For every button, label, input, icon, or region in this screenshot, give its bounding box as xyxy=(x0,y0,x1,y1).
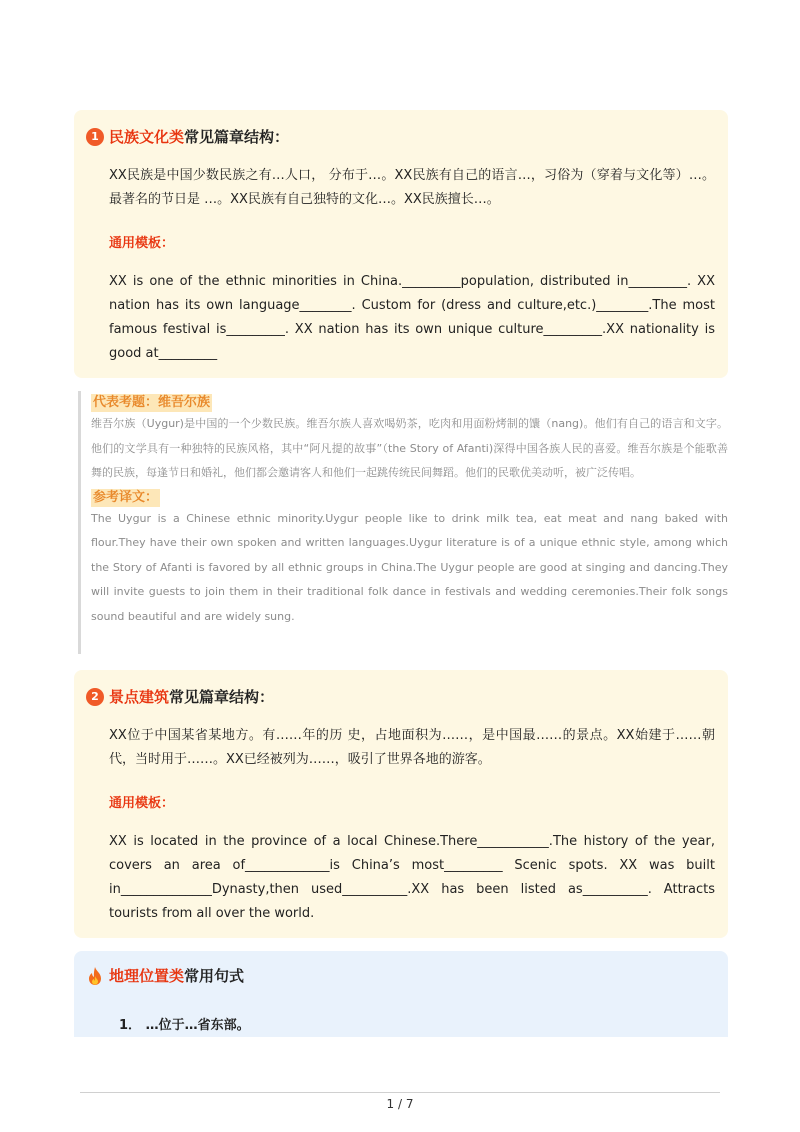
section-title-rest: 常用句式 xyxy=(184,967,245,985)
english-template: XX is one of the ethnic minorities in China._________population, distributed in_________. XX nation has its own language________. Custom for (dress and culture,etc.)________.The most famous festival is_________. XX nation has its own unique culture_________.XX nationality is good at_________ xyxy=(109,274,715,361)
translation-label: 参考译文： xyxy=(93,489,159,505)
section-title-highlight: 地理位置类 xyxy=(109,967,185,985)
example-translation: The Uygur is a Chinese ethnic minority.Uygur people like to drink milk tea, eat meat and nang baked with flour.They have their own spoken and written languages.Uygur literature is of a unique ethnic style, among which the Story of Afanti is favored by all ethnic groups in China.The Uygur people are good at singing and dancing.They will invite guests to join them in their traditional folk dance in festivals and wedding ceremonies.Their folk songs sound beautiful and are widely sung. xyxy=(91,511,728,623)
flame-icon xyxy=(86,966,104,986)
section-card-scenic-spots xyxy=(74,670,728,938)
section-title xyxy=(86,965,244,986)
template-label: 通用模板： xyxy=(109,236,175,251)
section-title-rest: 常见篇章结构： xyxy=(169,688,275,706)
template-label: 通用模板： xyxy=(109,796,175,811)
section-title xyxy=(86,126,289,147)
list-item: 1． …位于…省东部。 xyxy=(119,1018,250,1033)
page-number: 1 / 7 xyxy=(386,1097,414,1111)
section-card-geographic-location xyxy=(74,951,728,1037)
section-title-highlight: 民族文化类 xyxy=(109,128,185,146)
number-badge: 1 xyxy=(86,128,104,146)
example-quote-block xyxy=(78,391,728,654)
footer-divider xyxy=(80,1092,720,1093)
example-chinese: 维吾尔族（Uygur)是中国的一个少数民族。维吾尔族人喜欢喝奶茶，吃肉和用面粉烤制的馕（nang)。他们有自己的语言和文字。他们的文学具有一种独特的民族风格，其中“阿凡提的故事”（the Story of Afanti)深得中国各族人民的喜爱。维吾尔族是个能歌善舞的民族，每逢节日和婚礼，他们都会邀请客人和他们一起跳传统民间舞蹈。他们的民歌优美动听，被广泛传唱。 xyxy=(91,417,728,479)
section-title-highlight: 景点建筑 xyxy=(109,688,170,706)
section-title xyxy=(86,686,274,707)
section-title-rest: 常见篇章结构： xyxy=(184,128,290,146)
section-card-ethnic-culture xyxy=(74,110,728,378)
chinese-structure: XX民族是中国少数民族之有…人口， 分布于…。XX民族有自己的语言…，习俗为（穿着与文化等）…。最著名的节日是 …。XX民族有自己独特的文化…。XX民族擅长…。 xyxy=(109,168,715,207)
example-label: 代表考题：维吾尔族 xyxy=(93,395,211,410)
english-template: XX is located in the province of a local Chinese.There___________.The history of the year, covers an area of_____________is China’s most_________ Scenic spots. XX was built in______________Dynasty,then used__________.XX has been listed as__________. Attracts tourists from all over the world. xyxy=(109,834,715,921)
number-badge: 2 xyxy=(86,688,104,706)
chinese-structure: XX位于中国某省某地方。有……年的历 史，占地面积为……，是中国最……的景点。XX始建于……朝代，当时用于……。XX已经被列为……，吸引了世界各地的游客。 xyxy=(109,728,715,767)
